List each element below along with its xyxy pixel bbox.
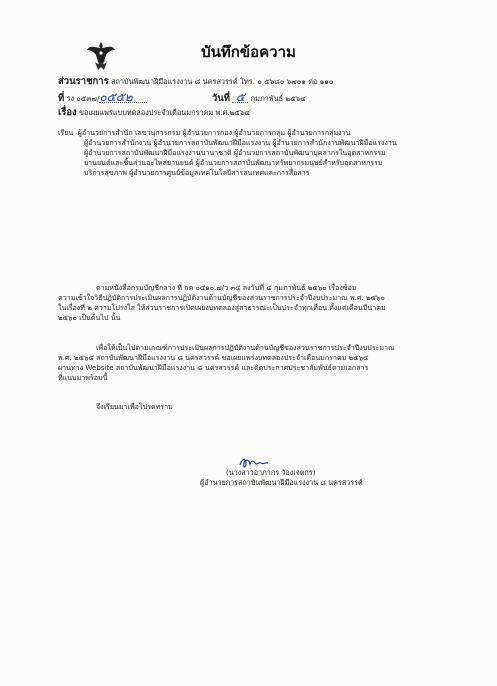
body-paragraph-2 <box>58 343 448 383</box>
body-paragraph-1 <box>58 283 448 323</box>
body-line: ความเข้าใจวิธีปฏิบัติการประเมินผลการปฏิบัติงานด้านบัญชีของส่วนราชการประจำปีงบประมาณ พ.ศ. ๒๕๖๐ <box>58 293 385 302</box>
addressee-label: เรียน <box>58 128 74 137</box>
number-label: ที่ <box>58 93 65 104</box>
addressee-block <box>58 128 448 178</box>
agency-label: ส่วนราชการ <box>58 76 109 87</box>
date-label: วันที่ <box>211 93 231 104</box>
body-line: ในเรื่องที่ ๒ ความโปร่งใส ให้ส่วนราชการเปิดเผยงบทดลองสู่สาธารณะเป็นประจำทุกเดือน ตั้งแต่เดือนมีนาคม <box>58 303 386 312</box>
subject-value: ขอเผยแพร่แบบทดลองประจำเดือนมกราคม พ.ศ.๒๕๖๔ <box>79 108 251 117</box>
body-line: ตามหนังสือกรมบัญชีกลาง ที่ กค ๐๔๑๐.๗/ว ๓๔ ลงวันที่ ๔ กุมภาพันธ์ ๒๕๖๐ เรื่องซ้อม <box>96 283 357 292</box>
body-line: เพื่อให้เป็นไปตามเกณฑ์การประเมินผลการปฏิบัติงานด้านบัญชีของส่วนราชการประจำปีงบประมาณ <box>96 343 395 352</box>
signature-block <box>200 468 363 488</box>
body-line: ผ่านทาง Website สถาบันพัฒนาฝีมือแรงงาน ๘ นครสวรรค์ และติดประกาศประชาสัมพันธ์ตามเอกสาร <box>58 363 369 372</box>
subject-line <box>58 108 250 118</box>
memo-title: บันทึกข้อความ <box>201 43 296 61</box>
addressee-line: ยานยนต์และชิ้นส่วนอะไหล่ยานยนต์ ผู้อำนวยการสถาบันพัฒนาทรัพยากรมนุษย์สำหรับอุตสาหกรรม <box>84 158 383 167</box>
body-line: พ.ศ. ๒๕๖๔ สถาบันพัฒนาฝีมือแรงงาน ๘ นครสวรรค์ ขอเผยแพร่งบทดลองประจำเดือนมกราคม ๒๕๖๔ <box>58 353 369 362</box>
number-handwritten: ๐๕๕๒ <box>99 92 147 103</box>
closing-line <box>58 402 448 412</box>
addressee-line: บริการสุขภาพ ผู้อำนวยการศูนย์ข้อมูลเทคโนโลยีสารสนเทศและการสื่อสาร <box>84 168 310 177</box>
addressee-line: ผู้อำนวยการสำนักงาน ผู้อำนวยการสถาบันพัฒนาฝีมือแรงงาน ผู้อำนวยการสำนักงานพัฒนาฝีมือแรงงาน <box>84 138 397 147</box>
signatory-name: (นางสาวอาภากร วัองเจตกร) <box>226 468 316 477</box>
subject-label: เรื่อง <box>58 107 77 118</box>
number-date-line <box>58 92 306 104</box>
date-handwritten: ๕ <box>232 92 248 103</box>
agency-value: สถาบันพัฒนาฝีมือแรงงาน ๘ นครสวรรค์ โทร. ๐ ๕๖๘๐ ๖๗๐๑ ต่อ ๑๑๐ <box>111 77 334 86</box>
body-line: ที่แนบมาพร้อมนี้ <box>58 373 108 382</box>
date-rest: กุมภาพันธ์ ๒๕๖๔ <box>250 94 306 103</box>
agency-line <box>58 77 333 87</box>
addressee-line: ผู้อำนวยการสำนัก เลขานุการกรม ผู้อำนวยการกอง ผู้อำนวยการกลุ่ม ผู้อำนวยการกลุ่มงาน <box>77 128 351 137</box>
number-prefix: รง ๐๕๓๗/ <box>66 94 100 103</box>
signatory-position: ผู้อำนวยการสถาบันพัฒนาฝีมือแรงงาน ๘ นครสวรรค์ <box>200 478 363 487</box>
closing-text: จึงเรียนมาเพื่อโปรดทราบ <box>96 402 173 411</box>
addressee-line: ผู้อำนวยการสถาบันพัฒนาฝีมือแรงงานนานาชาติ ผู้อำนวยการสถาบันพัฒนาบุคลากรในอุตสาหกรรม <box>84 148 386 157</box>
body-line: ๒๕๖๐ เป็นต้นไป นั้น <box>58 313 121 322</box>
